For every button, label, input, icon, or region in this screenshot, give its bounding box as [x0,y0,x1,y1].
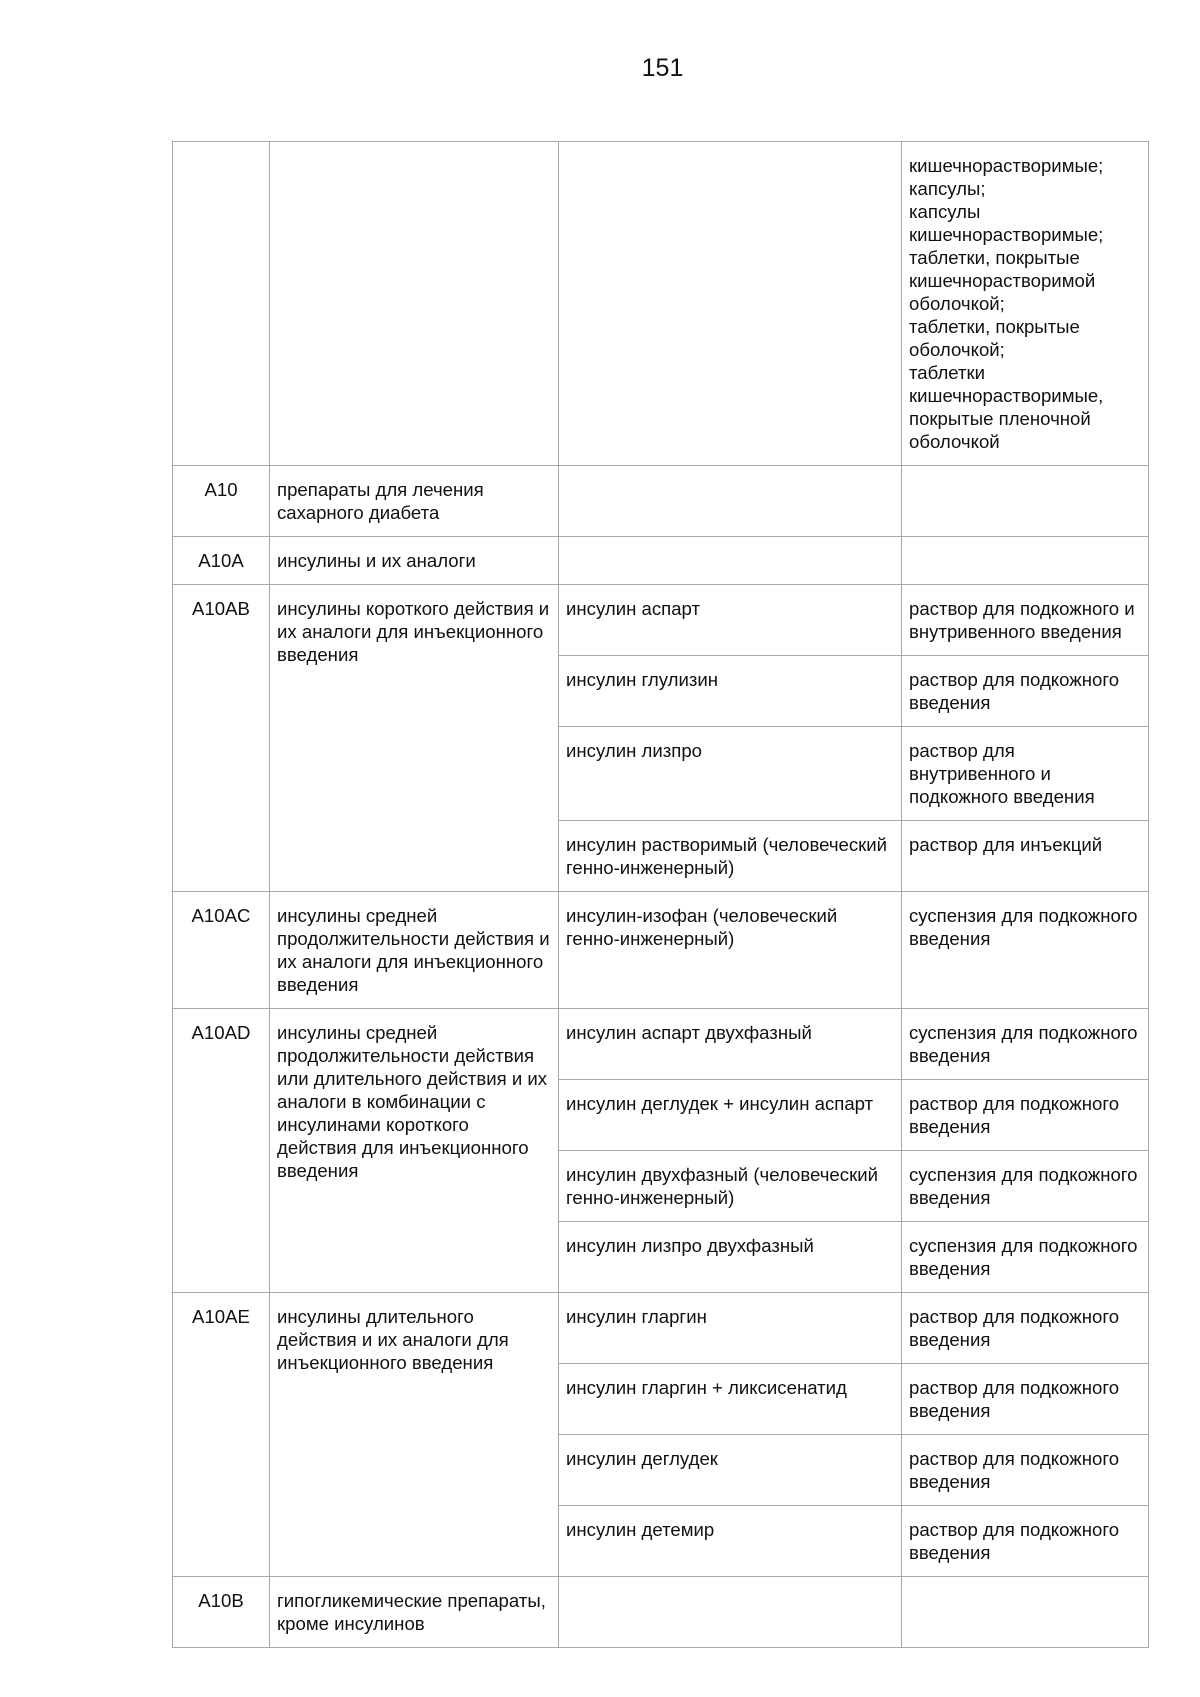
drug-cell: инсулин гларгин + ликсисенатид [559,1364,902,1435]
drug-cell: инсулин деглудек + инсулин аспарт [559,1080,902,1151]
table-row [173,537,1149,585]
atc-code-cell: A10AC [173,892,270,1009]
atc-code-cell: A10A [173,537,270,585]
atc-code-cell: A10B [173,1577,270,1648]
dosage-forms-cell: раствор для инъекций [902,821,1149,892]
drug-cell: инсулин глулизин [559,656,902,727]
group-cell: инсулины и их аналоги [270,537,559,585]
dosage-forms-cell [902,537,1149,585]
drug-cell [559,1577,902,1648]
table-row [173,1577,1149,1648]
drug-cell: инсулин растворимый (человеческий генно-инженерный) [559,821,902,892]
atc-code-cell [173,142,270,466]
table-row [173,1293,1149,1364]
drug-cell: инсулин гларгин [559,1293,902,1364]
table-row [173,142,1149,466]
dosage-forms-cell: раствор для подкожного введения [902,1293,1149,1364]
drug-cell: инсулин-изофан (человеческий генно-инженерный) [559,892,902,1009]
atc-code-cell: A10 [173,466,270,537]
table-row [173,466,1149,537]
dosage-forms-cell: раствор для подкожного и внутривенного введения [902,585,1149,656]
drug-cell: инсулин двухфазный (человеческий генно-инженерный) [559,1151,902,1222]
page-number: 151 [641,54,684,82]
dosage-forms-cell [902,1577,1149,1648]
drug-cell: инсулин лизпро двухфазный [559,1222,902,1293]
group-cell [270,142,559,466]
drug-cell: инсулин лизпро [559,727,902,821]
dosage-forms-cell: раствор для подкожного введения [902,1435,1149,1506]
drug-cell: инсулин детемир [559,1506,902,1577]
dosage-forms-cell: раствор для подкожного введения [902,1080,1149,1151]
atc-code-cell: A10AB [173,585,270,892]
dosage-forms-cell: суспензия для подкожного введения [902,1009,1149,1080]
dosage-forms-cell: суспензия для подкожного введения [902,892,1149,1009]
group-cell: препараты для лечения сахарного диабета [270,466,559,537]
group-cell: инсулины средней продолжительности действия и их аналоги для инъекционного введения [270,892,559,1009]
drug-cell [559,142,902,466]
dosage-forms-cell: раствор для внутривенного и подкожного введения [902,727,1149,821]
dosage-forms-cell: раствор для подкожного введения [902,1364,1149,1435]
drug-cell: инсулин аспарт [559,585,902,656]
dosage-forms-cell: раствор для подкожного введения [902,1506,1149,1577]
group-cell: инсулины длительного действия и их аналоги для инъекционного введения [270,1293,559,1577]
group-cell: инсулины короткого действия и их аналоги для инъекционного введения [270,585,559,892]
table-row [173,892,1149,1009]
group-cell: инсулины средней продолжительности действия или длительного действия и их аналоги в комбинации с инсулинами короткого действия для инъекционного введения [270,1009,559,1293]
table-row [173,585,1149,656]
drug-cell: инсулин деглудек [559,1435,902,1506]
atc-code-cell: A10AD [173,1009,270,1293]
dosage-forms-cell: суспензия для подкожного введения [902,1222,1149,1293]
atc-drug-table [172,141,1149,1648]
drug-cell [559,537,902,585]
dosage-forms-cell: суспензия для подкожного введения [902,1151,1149,1222]
table-row [173,1009,1149,1080]
drug-cell [559,466,902,537]
dosage-forms-cell: кишечнорастворимые; капсулы; капсулы кишечнорастворимые; таблетки, покрытые кишечнорастворимой оболочкой; таблетки, покрытые оболочкой; таблетки кишечнорастворимые, покрытые пленочной оболочкой [902,142,1149,466]
drug-cell: инсулин аспарт двухфазный [559,1009,902,1080]
atc-code-cell: A10AE [173,1293,270,1577]
dosage-forms-cell [902,466,1149,537]
group-cell: гипогликемические препараты, кроме инсулинов [270,1577,559,1648]
dosage-forms-cell: раствор для подкожного введения [902,656,1149,727]
